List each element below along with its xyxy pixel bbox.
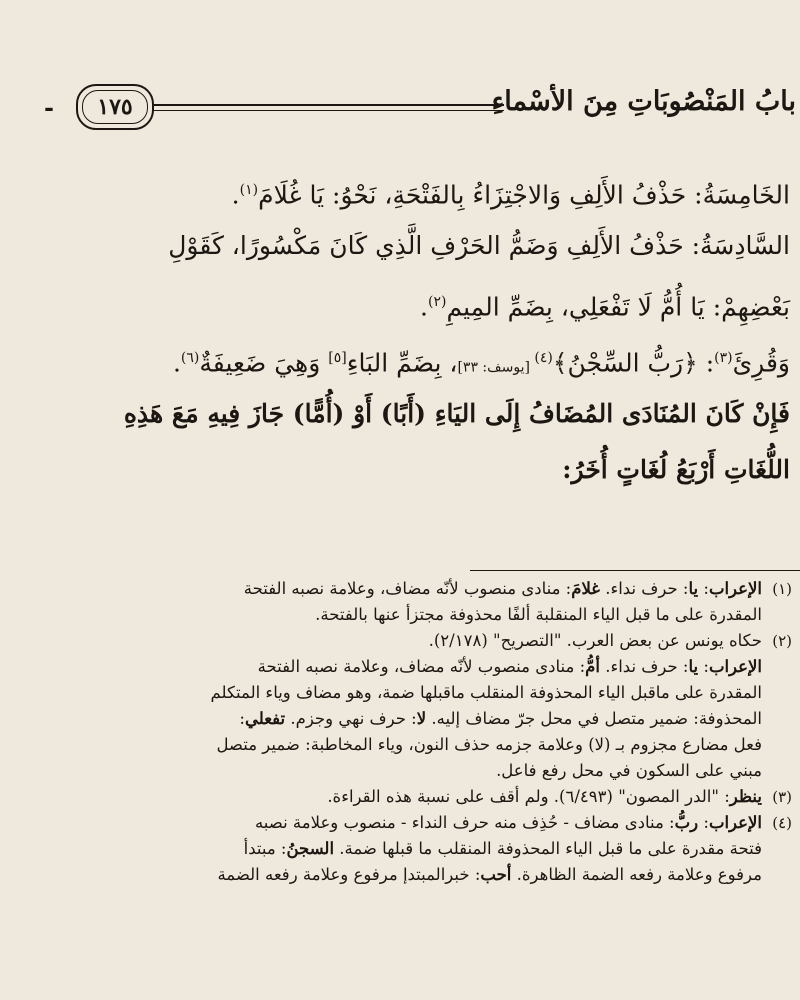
footnote-separator (470, 570, 800, 571)
fn-keyword: الإعراب (708, 657, 762, 676)
fn-text: : (698, 579, 709, 598)
footnote-ref-3: (٣) (714, 350, 733, 366)
text-line-sixth (18, 218, 790, 274)
footnote-1-cont: المقدرة على ما قبل الياء المنقلبة ألفًا محذوفة مجتزأ عنها بالفتحة. (315, 605, 762, 624)
main-text (18, 162, 790, 498)
footnote-2-cont: المقدرة على ماقبل الياء المحذوفة المنقلب ماقبلها ضمة، وهو مضاف وياء المتكلم (210, 683, 762, 702)
fn-text: : منادى مضاف - حُذِف منه حرف النداء - منصوب وعلامة نصبه (254, 813, 675, 832)
text-line-example (18, 274, 790, 330)
fn-keyword: أحب (480, 865, 512, 884)
footnote-number: (١) (772, 580, 792, 598)
text-line-5: فَإِنْ كَانَ المُنَادَى المُضَافُ إِلَى اليَاءِ (أَبًا) أَوْ (أُمًّا) جَازَ فِيهِ مَعَ هَذِهِ (123, 399, 790, 428)
footnotes (14, 576, 792, 888)
fn-text: : حرف نهي وجزم. (285, 709, 417, 728)
footnote-2-cont: فعل مضارع مجزوم بـ (لا) وعلامة جزمه حذف النون، وياء المخاطبة: ضمير متصل (216, 735, 762, 754)
footnote-4 (14, 810, 792, 836)
fn-keyword: ربُّ (674, 813, 699, 832)
fn-keyword: تفعلي (244, 709, 286, 728)
line-end-1: . (231, 180, 240, 210)
footnote-2-cont: مبني على السكون في محل رفع فاعل. (496, 761, 762, 780)
fn-keyword: لا (416, 709, 427, 728)
fn-text: : خبرالمبتدإ مرفوع وعلامة رفعه الضمة (217, 865, 481, 884)
text-line-3: بَعْضِهِمْ: يَا أُمُّ لَا تَفْعَلِي، بِضَمِّ المِيمِ (446, 292, 790, 322)
header-rule-thin (152, 110, 504, 111)
text-line-2: السَّادِسَةُ: حَذْفُ الأَلِفِ وَضَمُّ الحَرْفِ الَّذِي كَانَ مَكْسُورًا، كَقَوْلِ (168, 231, 790, 260)
text-line-4a: وَقُرِئَ (732, 348, 790, 378)
fn-text: حكاه يونس عن بعض العرب. "التصريح" (٢/١٧٨). (428, 631, 762, 650)
fn-text: : "الدر المصون" (٦/٤٩٣). ولم أقف على نسبة هذه القراءة. (327, 787, 730, 806)
footnote-2-parsing (14, 654, 792, 680)
text-line-4e: وَهِيَ ضَعِيفَةٌ (199, 348, 329, 378)
footnote-ref-5: [٥] (328, 350, 347, 366)
footnote-number: (٢) (772, 632, 792, 650)
text-line-quran (18, 330, 790, 386)
fn-keyword: ينظر (729, 787, 762, 806)
fn-keyword: الإعراب (708, 579, 762, 598)
text-line-6: اللُّغَاتِ أَرْبَعُ لُغَاتٍ أُخَرُ: (562, 455, 790, 484)
fn-keyword: غلامَ (571, 579, 600, 598)
text-line-4d: ، بِضَمِّ البَاءِ (346, 348, 458, 378)
header-rule (152, 104, 504, 106)
footnote-2 (14, 628, 792, 654)
footnote-4-cont (14, 836, 792, 862)
fn-text: : منادى منصوب لأنّه مضاف، وعلامة نصبه الفتحة (243, 579, 572, 598)
fn-text: : (239, 709, 245, 728)
footnote-number: (٣) (772, 788, 792, 806)
line-end-4: . (172, 348, 181, 378)
fn-keyword: أمُّ (585, 657, 600, 676)
fn-keyword: يا (688, 657, 699, 676)
fn-text: مرفوع وعلامة رفعه الضمة الظاهرة. (511, 865, 762, 884)
text-line-four-dialects (18, 442, 790, 498)
fn-keyword: الإعراب (708, 813, 762, 832)
text-line-condition (18, 386, 790, 442)
fn-text: : منادى منصوب لأنّه مضاف، وعلامة نصبه الفتحة (257, 657, 586, 676)
fn-text: : حرف نداء. (599, 579, 689, 598)
fn-keyword: السجنُ (286, 839, 335, 858)
footnote-4-cont (14, 862, 792, 888)
line-end-3: . (420, 292, 428, 322)
footnote-2-cont (14, 706, 792, 732)
fn-text: المحذوفة: ضمير متصل في محل جرّ مضاف إليه. (426, 709, 762, 728)
footnote-1 (14, 576, 792, 602)
fn-text: : (698, 657, 709, 676)
fn-text: : مبتدأ (243, 839, 287, 858)
fn-text: فتحة مقدرة على ما قبل الياء المحذوفة المنقلب ما قبلها ضمة. (334, 839, 762, 858)
footnote-ref-2: (٢) (427, 294, 447, 310)
footnote-ref-1: (١) (239, 182, 259, 198)
running-header (0, 82, 800, 132)
footnote-3 (14, 784, 792, 810)
fn-keyword: يا (688, 579, 699, 598)
fn-text: : (698, 813, 709, 832)
footnote-ref-6: (٦) (180, 350, 200, 366)
footnote-number: (٤) (772, 814, 792, 832)
text-line-1: الخَامِسَةُ: حَذْفُ الأَلِفِ وَالاجْتِزَاءُ بِالفَتْحَةِ، نَحْوُ: يَا غُلَامَ (258, 180, 790, 210)
text-line-fifth (18, 162, 790, 218)
header-dash: - (44, 93, 54, 122)
page-number: ١٧٥ (76, 84, 154, 130)
footnote-ref-4: (٤) (534, 350, 553, 366)
surah-reference: [يوسف: ٣٣] (457, 359, 535, 376)
fn-text: : حرف نداء. (599, 657, 689, 676)
chapter-title: بابُ المَنْصُوبَاتِ مِنَ الأسْماءِ (491, 86, 796, 117)
quran-verse: : ﴿رَبُّ السِّجْنُ﴾ (552, 348, 715, 378)
